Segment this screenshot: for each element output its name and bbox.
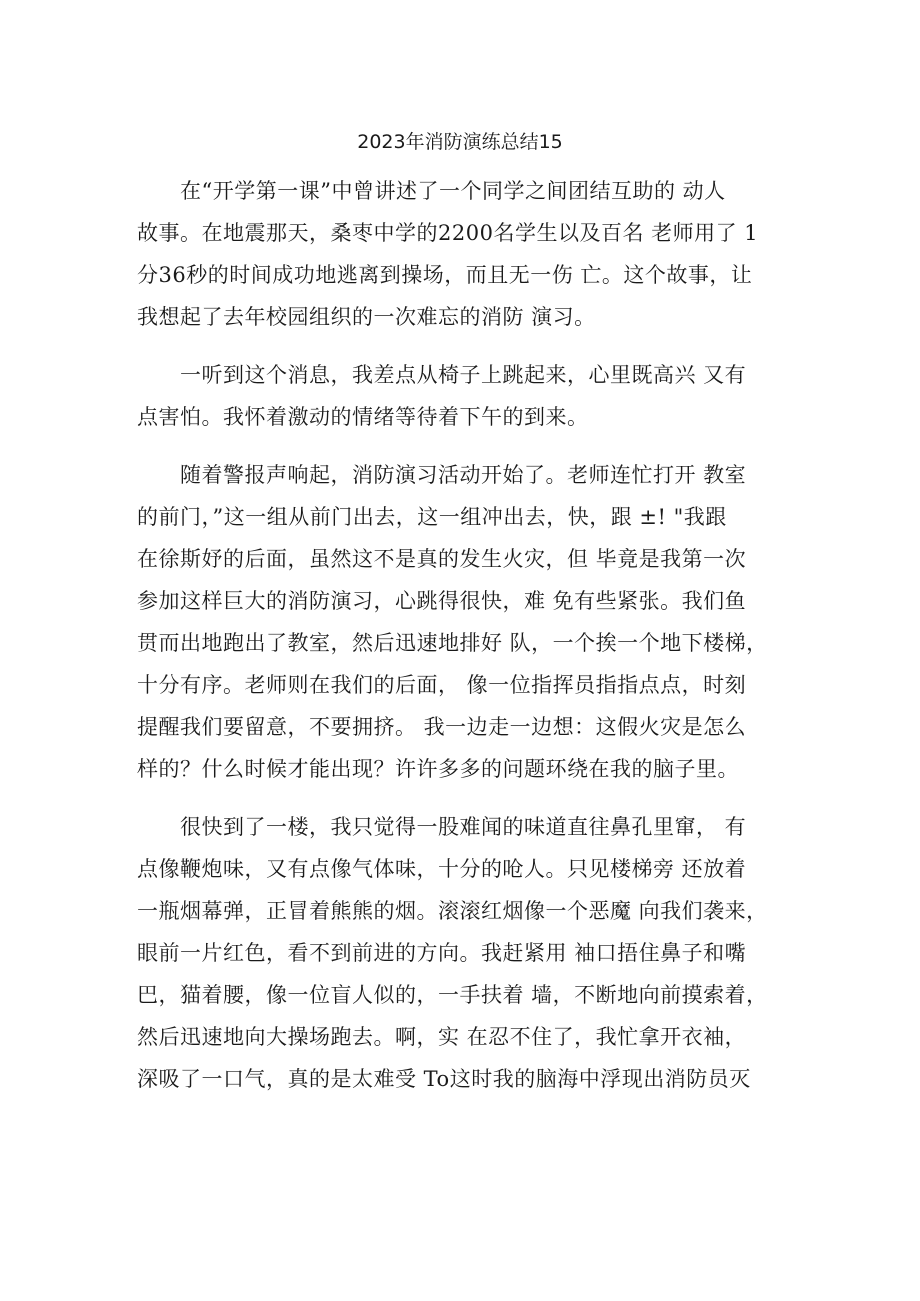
text-line: 巴，猫着腰，像一位盲人似的，一手扶着 墙，不断地向前摸索着， bbox=[137, 983, 768, 1007]
text-line: 故事。在地震那天，桑枣中学的2200名学生以及百名 老师用了 1 bbox=[137, 221, 759, 245]
text-line: 贯而出地跑出了教室，然后迅速地排好 队，一个挨一个地下楼梯， bbox=[137, 631, 768, 655]
text-line: 一听到这个消息，我差点从椅子上跳起来，心里既高兴 又有 bbox=[137, 363, 747, 387]
text-line: 点像鞭炮味，又有点像气体味，十分的呛人。只见楼梯旁 还放着 bbox=[137, 857, 747, 881]
text-line: 点害怕。我怀着激动的情绪等待着下午的到来。 bbox=[137, 405, 589, 429]
text-line: 一瓶烟幕弹，正冒着熊熊的烟。滚滚红烟像一个恶魔 向我们袭来， bbox=[137, 899, 768, 923]
text-line: 很快到了一楼，我只觉得一股难闻的味道直往鼻孔里窜， 有 bbox=[137, 815, 747, 839]
text-line: 的前门，”这一组从前门出去，这一组冲出去，快，跟 ±! "我跟 bbox=[137, 505, 727, 529]
document-body bbox=[137, 170, 797, 1116]
text-line: 十分有序。老师则在我们的后面， 像一位指挥员指指点点，时刻 bbox=[137, 673, 747, 697]
text-line: 随着警报声响起，消防演习活动开始了。老师连忙打开 教室 bbox=[137, 463, 747, 487]
text-line: 分36秒的时间成功地逃离到操场，而且无一伤 亡。这个故事，让 bbox=[137, 263, 753, 287]
document-title: 2023年消防演练总结15 bbox=[357, 131, 563, 153]
text-line: 提醒我们要留意，不要拥挤。 我一边走一边想：这假火灾是怎么 bbox=[137, 715, 747, 739]
paragraph-1 bbox=[137, 170, 797, 338]
text-line: 在“开学第一课”中曾讲述了一个同学之间团结互助的 动人 bbox=[137, 179, 726, 203]
paragraph-3 bbox=[137, 454, 797, 790]
paragraph-2 bbox=[137, 354, 797, 438]
text-line: 然后迅速地向大操场跑去。啊，实 在忍不住了，我忙拿开衣袖， bbox=[137, 1025, 747, 1049]
text-line: 我想起了去年校园组织的一次难忘的消防 演习。 bbox=[137, 305, 596, 329]
text-line: 深吸了一口气，真的是太难受 To这时我的脑海中浮现出消防员灭 bbox=[137, 1067, 751, 1091]
text-line: 眼前一片红色，看不到前进的方向。我赶紧用 袖口捂住鼻子和嘴 bbox=[137, 941, 747, 965]
text-line: 样的？什么时候才能出现？许许多多的问题环绕在我的脑子里。 bbox=[137, 757, 739, 781]
text-line: 在徐斯妤的后面，虽然这不是真的发生火灾，但 毕竟是我第一次 bbox=[137, 547, 747, 571]
paragraph-4 bbox=[137, 806, 797, 1100]
text-line: 参加这样巨大的消防演习，心跳得很快，难 免有些紧张。我们鱼 bbox=[137, 589, 747, 613]
